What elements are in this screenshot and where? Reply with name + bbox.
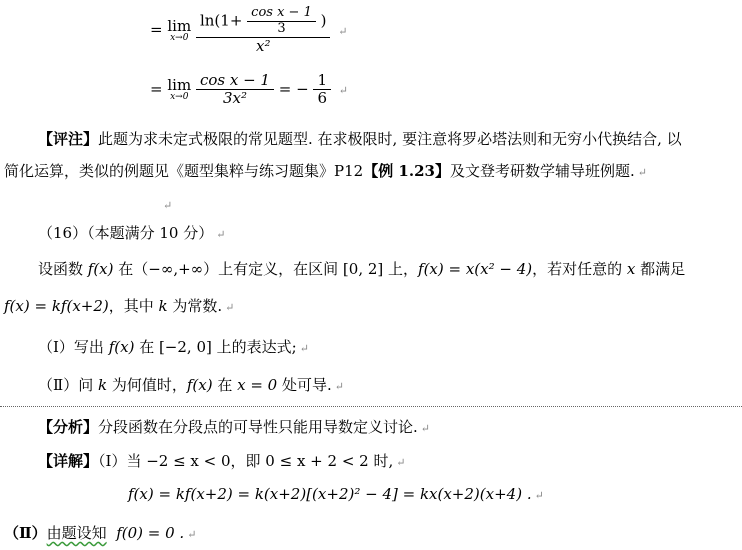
function-definition: f(x) = x(x² − 4) — [418, 260, 533, 278]
paragraph-mark: ↵ — [225, 301, 235, 314]
functional-equation: f(x) = kf(x+2) — [4, 297, 109, 315]
result-fraction: $\frac{1}{6}$ — [313, 72, 331, 108]
fraction — [196, 72, 274, 108]
function-f: f(x) — [87, 260, 114, 278]
limit-formula-1 — [150, 6, 347, 55]
part-2-tag: （Ⅱ） — [4, 524, 47, 542]
paragraph-mark: ↵ — [299, 342, 309, 355]
comment-text-3: 及文登考研数学辅导班例题. — [449, 162, 635, 180]
analysis-text: 分段函数在分段点的可导性只能用导数定义讨论. — [98, 418, 418, 436]
empty-line-mark: ↵ — [163, 199, 173, 212]
section-divider — [0, 406, 742, 407]
comment-line-1 — [38, 128, 682, 149]
detail-part-1: （Ⅰ）当 −2 ≤ x < 0，即 0 ≤ x + 2 < 2 时, — [98, 452, 394, 470]
numerator: ln(1+ $\frac{\text{cos x − 1}}{3}$ ) — [196, 6, 331, 38]
paragraph-mark: ↵ — [637, 166, 647, 179]
paragraph-mark: ↵ — [216, 228, 226, 241]
paragraph-mark: ↵ — [334, 380, 344, 393]
question-line-1: 设函数 f(x) 在（−∞,+∞）上有定义，在区间 [0, 2] 上，f(x) = x(x² − 4)，若对任意的 x 都满足 — [38, 260, 686, 278]
paragraph-mark: ↵ — [420, 422, 431, 435]
comment-text-2: 简化运算，类似的例题见《题型集粹与练习题集》P12 — [4, 162, 364, 180]
question-line-2: f(x) = kf(x+2)，其中 k 为常数. ↵ — [4, 297, 235, 315]
analysis-line — [38, 416, 430, 437]
detail-part-2-text: 由题设知 — [46, 524, 107, 542]
denominator: x² — [255, 36, 271, 55]
constant-k: k — [158, 297, 168, 315]
limit-formula-2 — [150, 72, 348, 108]
paragraph-mark: ↵ — [534, 489, 544, 502]
question-part-1: （Ⅰ）写出 f(x) 在 [−2, 0] 上的表达式; ↵ — [38, 338, 309, 356]
lim-operator: lim x→0 — [167, 16, 192, 43]
comment-text-1: 此题为求未定式极限的常见题型. 在求极限时, 要注意将罗必塔法则和无穷小代换结合, 以 — [98, 130, 682, 148]
analysis-tag: 【分析】 — [38, 418, 99, 436]
paragraph-mark: ↵ — [187, 528, 197, 541]
comment-line-2 — [4, 160, 647, 181]
paragraph-mark: ↵ — [338, 24, 348, 38]
detail-equation: f(x) = kf(x+2) = k(x+2)[(x+2)² − 4] = kx(x+2)(x+4) . ↵ — [128, 485, 544, 503]
detail-line-1 — [38, 450, 405, 471]
fraction — [196, 6, 331, 55]
equals-minus: = − — [278, 79, 309, 98]
inner-fraction: $\frac{\text{cos x − 1}}{3}$ — [247, 6, 316, 37]
denominator: 3x² — [222, 89, 247, 108]
equals-sign: = — [150, 79, 163, 98]
detail-part-2-formula: f(0) = 0 . — [116, 524, 185, 542]
detail-tag: 【详解】 — [38, 452, 99, 470]
numerator: cos x − 1 — [196, 72, 274, 90]
question-part-2: （Ⅱ）问 k 为何值时，f(x) 在 x = 0 处可导. ↵ — [38, 376, 344, 394]
comment-tag: 【评注】 — [38, 130, 99, 148]
variable-x: x — [626, 260, 636, 278]
paragraph-mark: ↵ — [396, 456, 406, 469]
paragraph-mark: ↵ — [338, 83, 348, 97]
detail-line-2 — [4, 522, 196, 543]
equals-sign: = — [150, 20, 163, 39]
lim-operator: lim x→0 — [167, 75, 192, 102]
question-title: （16）（本题满分 10 分） ↵ — [38, 224, 226, 242]
example-tag: 【例 1.23】 — [363, 162, 450, 180]
